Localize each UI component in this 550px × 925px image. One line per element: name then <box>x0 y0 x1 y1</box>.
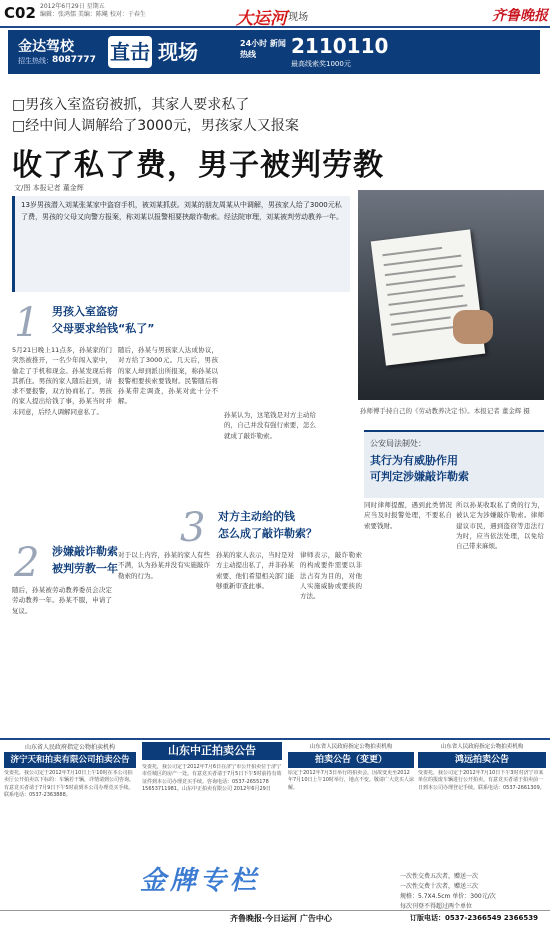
pricing-item: 一次性交费十次者，赠送三次 <box>400 883 479 890</box>
section-number-1: 1 <box>14 300 40 346</box>
body-text: 孙某认为，这笔钱是对方主动给的，自己并没有强行索要，怎么就成了敲诈勒索。 <box>224 411 316 440</box>
page-editors: 编辑：张鸿儒 美编：陈飚 校对：于春生 <box>40 11 146 18</box>
ad-2-body: 受委托，我公司定于2012年7月6日在济宁市公开拍卖位于济宁市任城区的房产一处。有意竞买者请于7月5日下午5时前持有效证件到本公司办理竞买手续。咨询电话：0537-2655178 15653711981。山东中正拍卖有限公司 2012年6月29日 <box>142 764 282 793</box>
ad-2-title: 山东中正拍卖公告 <box>142 742 282 760</box>
news-hotline-number: 2110110 <box>291 34 389 58</box>
body-text: 对于以上内容，孙某的家人有些不满，认为孙某并没有实施敲诈勒索的行为。 <box>118 551 210 580</box>
sponsor-name: 金达驾校 <box>18 39 74 55</box>
footer-center: 齐鲁晚报·今日运河 广告中心 <box>230 914 332 923</box>
newspaper-logo: 齐鲁晚报 <box>492 8 548 24</box>
hotline-24h-label: 24小时 新闻热线 <box>240 39 286 59</box>
headline: 收了私了费，男子被判劳教 <box>12 148 384 183</box>
byline: 文/图 本报记者 董金辉 <box>14 184 84 192</box>
sidebar-text: 所以孙某收取私了费的行为，被认定为涉嫌敲诈勒索。律师建议市民，遇到盗窃等违法行为时，应当依法处理，以免给自己带来麻烦。 <box>456 501 544 551</box>
footer-phone: 订版电话：0537-2366549 2366539 <box>410 914 539 922</box>
lead-paragraph: 13岁男孩潜入刘某张某家中盗窃手机，被刘某抓获。刘某的朋友周某从中调解，男孩家人给了3000元私了费，男孩的父母又向警方报案，称刘某以报警相要挟敲诈勒索。经法院审理，刘某被判劳动教养一年。 <box>12 196 350 292</box>
ad-1-body: 受委托，我公司定于2012年7月10日上午10时在本公司拍卖厅公开拍卖以下标的：车辆若干辆，详情请到公司咨询。有意竞买者请于7月9日下午5时前到本公司办理竞买手续。联系电话：0537-2363888。 <box>4 770 135 799</box>
body-text: 随后，孙某被劳动教养委员会决定劳动教养一年。孙某不服，申请了复议。 <box>12 586 112 615</box>
sponsor-hotline-label: 招生热线： <box>18 57 53 65</box>
photo-caption: 孙师傅手持自己的《劳动教养决定书》。本报记者 董金辉 摄 <box>360 407 530 415</box>
ad-3-body: 原定于2012年7月3日举行的拍卖会，因故变更至2012年7月10日上午10时举行，地点不变。敬请广大竞买人谅解。 <box>288 770 414 791</box>
section-1-title-line1: 男孩入室盗窃 <box>52 305 118 318</box>
sidebar-box <box>364 430 544 498</box>
page-footer <box>0 910 550 925</box>
ad-3-header: 山东省人民政府指定公物拍卖机构 <box>309 744 393 750</box>
section-number-2: 2 <box>14 540 40 586</box>
body-text: 5月21日晚上11点多，孙某家的门突然被推开，一名少年闯入家中，偷走了手机和现金。孙某发现后将其抓住。男孩的家人随后赶到，请求不要报警，双方协商私了。男孩的家人提出给钱了事，孙某当时并未同意，后经人调解同意私了。 <box>12 346 112 416</box>
section-2-title-line1: 涉嫌敲诈勒索 <box>52 545 118 558</box>
pricing-item: 一次性交费五次者，赠送一次 <box>400 873 479 880</box>
sponsor-hotline: 8087777 <box>52 55 96 65</box>
hand-in-photo <box>453 310 493 344</box>
ad-1-title: 济宁天和拍卖有限公司拍卖公告 <box>4 752 136 768</box>
page-date: 2012年6月29日 星期五 <box>40 3 105 10</box>
column-tag-xianchang: 现场 <box>158 40 198 64</box>
column-logo: 金牌专栏 <box>140 866 261 896</box>
column-banner <box>8 30 540 74</box>
tip-prize: 最高线索奖1000元 <box>291 60 351 68</box>
page-header <box>0 0 550 28</box>
section-name: ·现场 <box>285 12 309 23</box>
subhead-2: □经中间人调解给了3000元，男孩家人又报案 <box>12 118 299 134</box>
body-text: 随后，孙某与男孩家人达成协议，对方给了3000元。几天后，男孩的家人却到派出所报案，称孙某以报警相要挟索要钱财。民警随后将孙某带走调查，孙某对此十分不解。 <box>118 346 218 406</box>
body-text: 孙某的家人表示，当时是对方主动提出私了，并非孙某索要，他们希望相关部门能够重新审查此事。 <box>216 551 294 590</box>
pricing-item: 规格：5.7X4.5cm 单价：300元/次 <box>400 893 496 900</box>
ad-4-body: 受委托，我公司定于2012年7月10日下午3时对济宁市某单位的报废车辆进行公开拍卖。有意竞买者请于拍卖前一日到本公司办理登记手续。联系电话：0537-2661309。 <box>418 770 545 791</box>
page-meta <box>40 3 146 19</box>
brand-logo: 大运河 <box>236 9 287 29</box>
sidebar-text: 同时律师提醒，遇到此类情况应当及时报警处理，不要私自索要钱财。 <box>364 501 452 530</box>
section-1-title-line2: 父母要求给钱“私了” <box>52 322 155 335</box>
sidebar-title-line2: 可判定涉嫌敲诈勒索 <box>370 470 469 483</box>
pricing-item: 每次刊登不得超过两个单位 <box>400 903 473 910</box>
subhead-1: □男孩入室盗窃被抓，其家人要求私了 <box>12 97 250 113</box>
ads-divider <box>0 738 550 740</box>
section-2-title-line2: 被判劳教一年 <box>52 562 118 575</box>
ad-1-header: 山东省人民政府指定公物拍卖机构 <box>24 744 115 751</box>
section-3-title-line2: 怎么成了敲诈勒索？ <box>218 527 317 540</box>
news-photo <box>358 190 544 400</box>
body-text: 律师表示，敲诈勒索的构成要件需要以非法占有为目的，对他人实施威胁或要挟的方法。 <box>300 551 362 601</box>
section-3-title-line1: 对方主动给的钱 <box>218 510 295 523</box>
ad-3-title: 拍卖公告（变更） <box>288 752 414 768</box>
document-in-photo <box>371 229 485 365</box>
sidebar-source: 公安局法制处： <box>370 439 426 448</box>
column-tag-zhiji: 直击 <box>108 36 152 68</box>
ad-4-header: 山东省人民政府指定公物拍卖机构 <box>440 744 524 750</box>
ad-4-title: 鸿远拍卖公告 <box>418 752 546 768</box>
sidebar-title-line1: 其行为有威胁作用 <box>370 454 458 467</box>
page-number: C02 <box>4 4 36 22</box>
section-number-3: 3 <box>180 505 206 551</box>
